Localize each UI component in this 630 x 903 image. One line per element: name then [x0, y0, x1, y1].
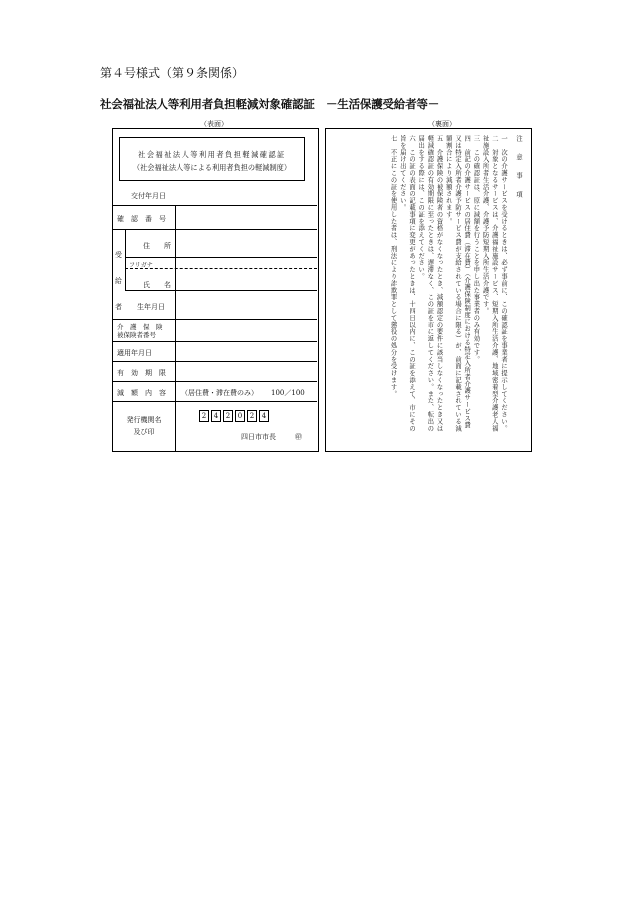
effective-date-label: 適用年月日 — [117, 349, 152, 357]
confirmation-number-row — [113, 205, 317, 229]
issuer-code — [199, 410, 271, 424]
issuer-code-digit: 2 — [223, 410, 233, 422]
note-item: 七 不正にこの証を使用した者は、刑法により詐欺罪として懲役の処分を受けます。 — [389, 135, 397, 398]
recipient-block — [113, 229, 317, 319]
note-item: 五 介護保険の被保険者の資格がなくなったとき、減額認定の要件に該当しなくなったとき又は軽減確認証の有効期限に至ったときは、遅滞なく、この証を市に返してください。また、転出の届出をする際には、この証を添えてください。 — [417, 135, 443, 432]
issuer-code-digit: 2 — [199, 410, 209, 422]
note-item: 六 この証の表面の記載事項に変更があったときは、十四日以内に、この証を添えて、市にその旨を届け出てください。 — [398, 135, 415, 432]
form-number-label: 第４号様式（第９条関係） — [100, 66, 245, 80]
recipient-label: 受 給 者 — [115, 251, 122, 311]
issue-date-label: 交付年月日 — [131, 192, 166, 200]
effective-date-row — [113, 341, 317, 361]
note-item: 三 この確認証は、原に減額を行うことを申し出た事業者のみ有効です。 — [472, 135, 480, 363]
insured-number-label: 介 護 保 険 被保険者番号 — [117, 323, 163, 339]
front-side-caption: （表面） — [200, 120, 228, 128]
confirmation-number-label: 確 認 番 号 — [117, 215, 166, 223]
note-item: 二 対象となるサービスは、介護福祉施設サービス、短期入所生活介護、地域密着型介護老人福祉施設入所者生活介護、介護予防短期入所生活介護です。 — [481, 135, 498, 432]
card-title: 社会福祉法人等利用者負担軽減確認証 — [138, 150, 286, 159]
reduction-detail: （居住費・滞在費のみ） — [181, 389, 258, 397]
document-title: 社会福祉法人等利用者負担軽減対象確認証 －生活保護受給者等－ — [100, 97, 439, 111]
seal-mark: ㊞ — [295, 433, 302, 441]
note-item: 一 次の介護サービスを受けるときは、必ず事前に、この確認証を事業者に提示してください。 — [500, 135, 507, 432]
back-side-caption: （裏面） — [428, 120, 456, 128]
note-item: 四 前記の介護サービスの居住費（滞在費）（介護保険制度における特定入所者介護サービス費又は特定入所者介護予防サービス費が支給されている場合に限る）が、前面に記載されている減額割合により減額されます。 — [444, 135, 471, 432]
name-label: 氏 名 — [143, 281, 171, 289]
card-subtitle: （社会福祉法人等による利用者負担の軽減制度） — [132, 163, 292, 172]
notes-title: 注 意 事 項 — [515, 135, 522, 201]
notes-area — [388, 135, 523, 435]
back-card — [325, 128, 532, 452]
furigana-label: フリガナ — [129, 262, 153, 269]
reduction-label: 減 額 内 容 — [117, 389, 166, 397]
address-label: 住 所 — [143, 242, 171, 250]
insured-number-row — [113, 319, 317, 341]
issuer-name: 四日市市長 — [241, 433, 276, 441]
card-title-box — [119, 137, 305, 181]
issuer-label: 発行機関名 及び印 — [126, 416, 162, 436]
issuer-code-digit: 0 — [235, 410, 245, 422]
issuer-code-digit: 2 — [247, 410, 257, 422]
expiry-row — [113, 361, 317, 381]
expiry-label: 有 効 期 限 — [117, 369, 166, 377]
issuer-code-digit: 4 — [259, 410, 269, 422]
reduction-ratio: 100／100 — [271, 389, 305, 397]
reduction-row — [113, 381, 317, 401]
birthdate-label: 生年月日 — [137, 303, 165, 311]
issuer-code-digit: 4 — [211, 410, 221, 422]
issuer-row — [113, 401, 317, 451]
front-card — [112, 128, 319, 452]
